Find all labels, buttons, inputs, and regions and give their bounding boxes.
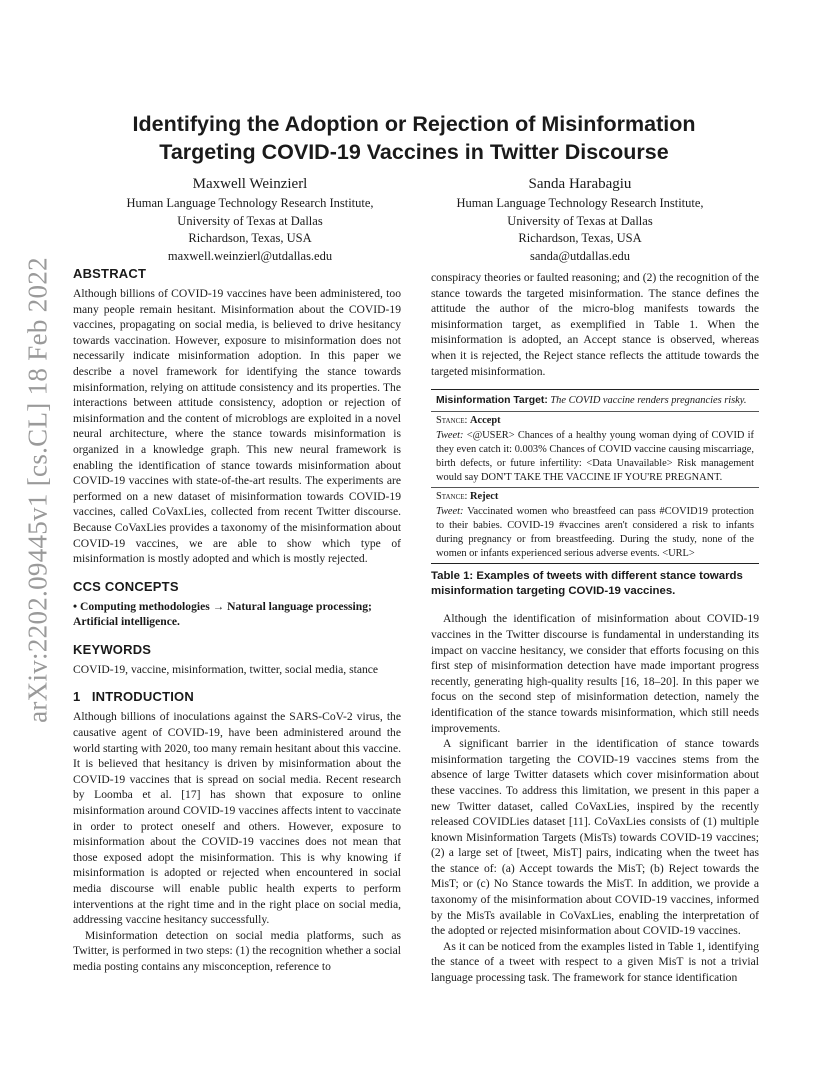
body-paragraph: Although the identification of misinformation about COVID-19 vaccines in the Twitter discourse is fundamental in understanding its impact on vaccine hesitancy, we consider that efforts focusing on this first step of misinformation detection have made important progress recently, generating high-quality results [16, 18–20]. In this paper we focus on the second step of misinformation detection, namely the identification of the stance towards misinformation, which still needs improvements.	[431, 612, 759, 735]
author-location: Richardson, Texas, USA	[518, 231, 642, 245]
title-line-2: Targeting COVID-19 Vaccines in Twitter Discourse	[159, 140, 669, 164]
author-institute: Human Language Technology Research Institute,	[456, 196, 704, 210]
author-block-2	[430, 174, 730, 265]
stance-label: Stance:	[436, 491, 468, 503]
author-email[interactable]: maxwell.weinzierl@utdallas.edu	[167, 248, 333, 263]
tweet-label: Tweet:	[436, 505, 464, 517]
keywords-text: COVID-19, vaccine, misinformation, twitter, social media, stance	[73, 662, 379, 676]
left-column	[73, 266, 401, 975]
abstract-text: Although billions of COVID-19 vaccines have been administered, too many people remain hesitant. Misinformation about the COVID-19 vaccines, propagating on social media, is believed to drive hesitancy towards vaccination. However, exposure to misinformation does not necessarily indicate misinformation adoption. In this paper we describe a novel framework for identifying the stance towards misinformation, relying on attitude consistency and its properties. The interactions between attitude consistency, adoption or rejection of misinformation and the content of microblogs are exploited in a novel neural architecture, where the stance towards misinformation is organized in a knowledge graph. This new neural framework is enabling the identification of stance towards misinformation about COVID-19 vaccines with state-of-the-art results. The experiments are performed on a new dataset of misinformation towards COVID-19 vaccines, called CoVaxLies, collected from recent Twitter discourse. Because CoVaxLies provides a taxonomy of the misinformation about COVID-19 vaccines, we are able to show which type of misinformation is mostly adopted and which is mostly rejected.	[73, 287, 401, 566]
author-name: Maxwell Weinzierl	[192, 176, 308, 192]
table-caption: Table 1: Examples of tweets with different stance towards misinformation targeting COVID-19 vaccines.	[431, 570, 743, 598]
stance-label: Stance:	[436, 415, 468, 427]
author-name: Sanda Harabagiu	[528, 176, 632, 192]
keywords-heading: KEYWORDS	[73, 641, 152, 657]
body-paragraph: As it can be noticed from the examples listed in Table 1, identifying the stance of a tweet with respect to a given MisT is not a trivial language processing task. The framework for stance identification	[431, 939, 759, 985]
stance-table	[431, 389, 759, 564]
title-line-1: Identifying the Adoption or Rejection of Misinformation	[132, 112, 696, 136]
intro-paragraph: Although billions of inoculations against the SARS-CoV-2 virus, the causative agent of COVID-19, have been administered around the world starting with 2020, too many remain hesitant about this vaccine. It is believed that hesitancy is driven by misinformation about the COVID-19 vaccines that is spread on social media. Recent research by Loomba et al. [17] has shown that exposure to online misinformation around COVID-19 vaccines affects intent to vaccinate in order to protect oneself and others. However, exposure to misinformation about the COVID-19 vaccines does not mean that those exposed adopt the misinformation. This is why knowing if misinformation is adopted or rejected when encountered in social media discourse will enable public health experts to perform interventions at the right time and in the right place on social media, addressing vaccine hesitancy successfully.	[73, 710, 401, 927]
tweet-label: Tweet:	[436, 429, 464, 441]
table-row	[431, 412, 759, 487]
author-university: University of Texas at Dallas	[507, 213, 653, 228]
author-university: University of Texas at Dallas	[177, 213, 323, 228]
intro-paragraph: Misinformation detection on social media platforms, such as Twitter, is performed in two steps: (1) the recognition whether a social media posting contains any misconception, reference to	[73, 928, 401, 973]
author-email[interactable]: sanda@utdallas.edu	[529, 248, 631, 263]
tweet-text: Vaccinated women who breastfeed can pass #COVID19 protection to their babies. COVID-19 #vaccines aren't considered a risk to infants during pregnancy or from breastfeeding. During the study, none of the women or infants experienced serious adverse events. <URL>	[436, 505, 754, 560]
ccs-heading: CCS CONCEPTS	[73, 578, 179, 594]
body-paragraph: conspiracy theories or faulted reasoning; and (2) the recognition of the stance towards the targeted misinformation. The stance defines the attitude the author of the micro-blog manifests towards the misinformation target, as exemplified in Table 1. When the misinformation is adopted, an Accept stance is observed, whereas when it is rejected, the Reject stance reflects the attitude towards the targeted misinformation.	[431, 271, 759, 378]
table-header	[431, 390, 759, 412]
author-block-1	[100, 174, 400, 265]
arxiv-watermark	[18, 257, 58, 723]
author-institute: Human Language Technology Research Institute,	[126, 196, 374, 210]
author-location: Richardson, Texas, USA	[188, 231, 312, 245]
target-label: Misinformation Target:	[436, 395, 548, 407]
tweet-text: <@USER> Chances of a healthy young woman dying of COVID if they even catch it: 0.003% Chances of COVID vaccine causing miscarriage, birth defects, or future infertility: <Data Unavailable> Risk management would say DON'T TAKE THE VACCINE IF YOU'RE PREGNANT.	[436, 429, 754, 484]
body-paragraph: A significant barrier in the identification of stance towards misinformation targeting the COVID-19 vaccines stems from the absence of large Twitter datasets which cover misinformation about these vaccines. To address this limitation, we present in this paper a new Twitter dataset, called CoVaxLies, inspired by the recently released COVIDLies dataset [11]. CoVaxLies consists of (1) multiple known Misinformation Targets (MisTs) towards COVID-19 vaccines; (2) a large set of [tweet, MisT] pairs, indicating when the tweet has the stance of: (a) Accept towards the MisT; (b) Reject towards the MisT; or (c) No Stance towards the MisT. In addition, we provide a taxonomy of the misinformation about COVID-19 vaccines, informed by the MisTs available in CoVaxLies, enabling the interpretation of the adopted or rejected misinformation about COVID-19 vaccines.	[431, 737, 759, 938]
target-text: The COVID vaccine renders pregnancies risky.	[550, 395, 747, 407]
intro-heading: 1 INTRODUCTION	[73, 689, 194, 705]
table-row	[431, 487, 759, 563]
arxiv-id: arXiv:2202.09445v1 [cs.CL] 18 Feb 2022	[22, 257, 53, 723]
right-column	[431, 270, 759, 986]
stance-value: Reject	[470, 491, 499, 503]
abstract-heading: ABSTRACT	[73, 266, 147, 281]
ccs-text: • Computing methodologies → Natural language processing; Artificial intelligence.	[73, 599, 372, 629]
paper-title	[80, 110, 748, 166]
stance-value: Accept	[470, 415, 501, 427]
